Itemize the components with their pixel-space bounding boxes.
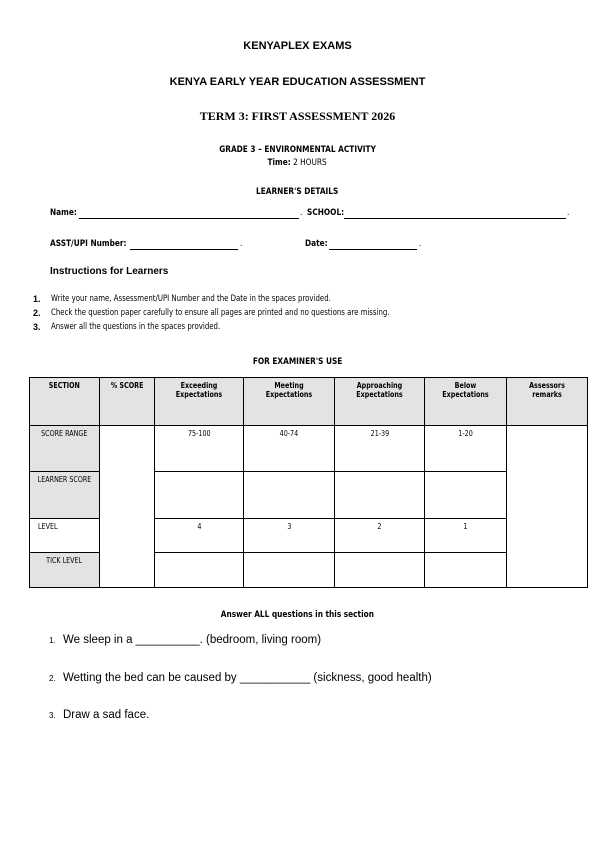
question-text: Wetting the bed can be caused by ___________ (sickness, good health): [63, 672, 432, 684]
header-cell: [507, 378, 588, 426]
school-field[interactable]: [344, 208, 566, 219]
table-cell: [244, 519, 335, 553]
date-label: Date:: [305, 239, 328, 249]
header-cell: [155, 378, 244, 426]
header-meeting: Meeting Expectations: [265, 381, 313, 399]
question-text: We sleep in a __________. (bedroom, living room): [63, 634, 322, 646]
instruction-text: Check the question paper carefully to ensure all pages are printed and no questions are missing.: [51, 308, 390, 318]
learner-score-cell[interactable]: [155, 472, 244, 519]
table-cell: [155, 426, 244, 472]
row-label-cell: [30, 553, 100, 588]
table-cell: [425, 426, 507, 472]
table-cell: [155, 519, 244, 553]
header-cell: [100, 378, 155, 426]
table-cell: [335, 519, 425, 553]
instructions-title: Instructions for Learners: [50, 266, 169, 277]
learner-details-heading: [0, 181, 595, 199]
tick-level-cell[interactable]: [244, 553, 335, 588]
table-cell: [425, 519, 507, 553]
upi-field[interactable]: [130, 239, 238, 250]
question-text: Draw a sad face.: [63, 709, 150, 721]
question-number: 2.: [49, 674, 56, 683]
instruction-num: 1.: [33, 294, 41, 304]
row-label-score-range: SCORE RANGE: [41, 429, 88, 438]
term-title: TERM 3: FIRST ASSESSMENT 2026: [199, 109, 396, 123]
table-header-row: [30, 378, 588, 426]
question-item: [49, 672, 432, 684]
time-text: [268, 158, 327, 168]
name-field[interactable]: [79, 208, 299, 219]
name-end: .: [300, 208, 303, 218]
instruction-text: Write your name, Assessment/UPI Number and the Date in the spaces provided.: [51, 294, 331, 304]
upi-date-row: [50, 239, 590, 253]
time-label: Time:: [267, 158, 292, 168]
score-range-value: 75-100: [187, 429, 211, 438]
learner-score-cell[interactable]: [244, 472, 335, 519]
learner-score-cell[interactable]: [335, 472, 425, 519]
exam-provider-title: KENYAPLEX EXAMS: [243, 40, 352, 52]
learner-details-title: LEARNER'S DETAILS: [256, 187, 339, 197]
header-below: Below Expectations: [442, 381, 489, 399]
header-cell: [425, 378, 507, 426]
upi-end: .: [240, 239, 243, 249]
instruction-text: Answer all the questions in the spaces provided.: [51, 322, 221, 332]
row-label-learner-score: LEARNER SCORE: [37, 475, 92, 484]
row-label-cell: [30, 426, 100, 472]
name-label: Name:: [50, 208, 77, 218]
questions-title: Answer ALL questions in this section: [220, 610, 375, 620]
question-number: 1.: [49, 636, 56, 645]
header-percent-score: % SCORE: [110, 381, 144, 390]
header-cell: [335, 378, 425, 426]
tick-level-cell[interactable]: [155, 553, 244, 588]
header-exceeding: Exceeding Expectations: [175, 381, 223, 399]
row-label-cell: [30, 519, 100, 553]
assessment-title: KENYA EARLY YEAR EDUCATION ASSESSMENT: [169, 76, 426, 88]
table-row: [30, 426, 588, 472]
school-end: .: [567, 208, 570, 218]
upi-label: ASST/UPI Number:: [50, 239, 127, 249]
row-label-cell: [30, 472, 100, 519]
level-value: 3: [286, 522, 292, 531]
question-number: 3.: [49, 711, 56, 720]
name-school-row: [50, 208, 590, 222]
row-label-level: LEVEL: [38, 522, 58, 531]
header-cell: [30, 378, 100, 426]
score-range-value: 40-74: [279, 429, 299, 438]
question-item: [49, 634, 321, 646]
tick-level-cell[interactable]: [425, 553, 507, 588]
header-approaching: Approaching Expectations: [356, 381, 403, 399]
questions-heading: [0, 604, 595, 622]
examiner-use-heading: [0, 351, 595, 369]
score-range-value: 1-20: [458, 429, 473, 438]
instruction-num: 2.: [33, 308, 41, 318]
time-line: [0, 152, 595, 170]
level-value: 1: [463, 522, 468, 531]
table-cell: [244, 426, 335, 472]
header-remarks: Assessors remarks: [529, 381, 565, 399]
date-end: .: [419, 239, 422, 249]
tick-level-cell[interactable]: [335, 553, 425, 588]
score-range-value: 21-39: [370, 429, 389, 438]
time-value: 2 HOURS: [293, 158, 328, 168]
table-cell: [335, 426, 425, 472]
remarks-cell[interactable]: [507, 426, 588, 588]
header-cell: [244, 378, 335, 426]
header-section: SECTION: [48, 381, 81, 390]
subject-label: GRADE 3 – ENVIRONMENTAL ACTIVITY: [219, 145, 376, 155]
instruction-num: 3.: [33, 322, 41, 332]
examiner-use-title: FOR EXAMINER'S USE: [252, 357, 343, 367]
question-item: [49, 709, 149, 721]
percent-score-cell[interactable]: [100, 426, 155, 588]
row-label-tick-level: TICK LEVEL: [46, 556, 83, 565]
level-value: 2: [377, 522, 382, 531]
learner-score-cell[interactable]: [425, 472, 507, 519]
level-value: 4: [196, 522, 202, 531]
date-field[interactable]: [329, 239, 417, 250]
examiner-table: [29, 377, 588, 588]
school-label: SCHOOL:: [307, 208, 345, 218]
